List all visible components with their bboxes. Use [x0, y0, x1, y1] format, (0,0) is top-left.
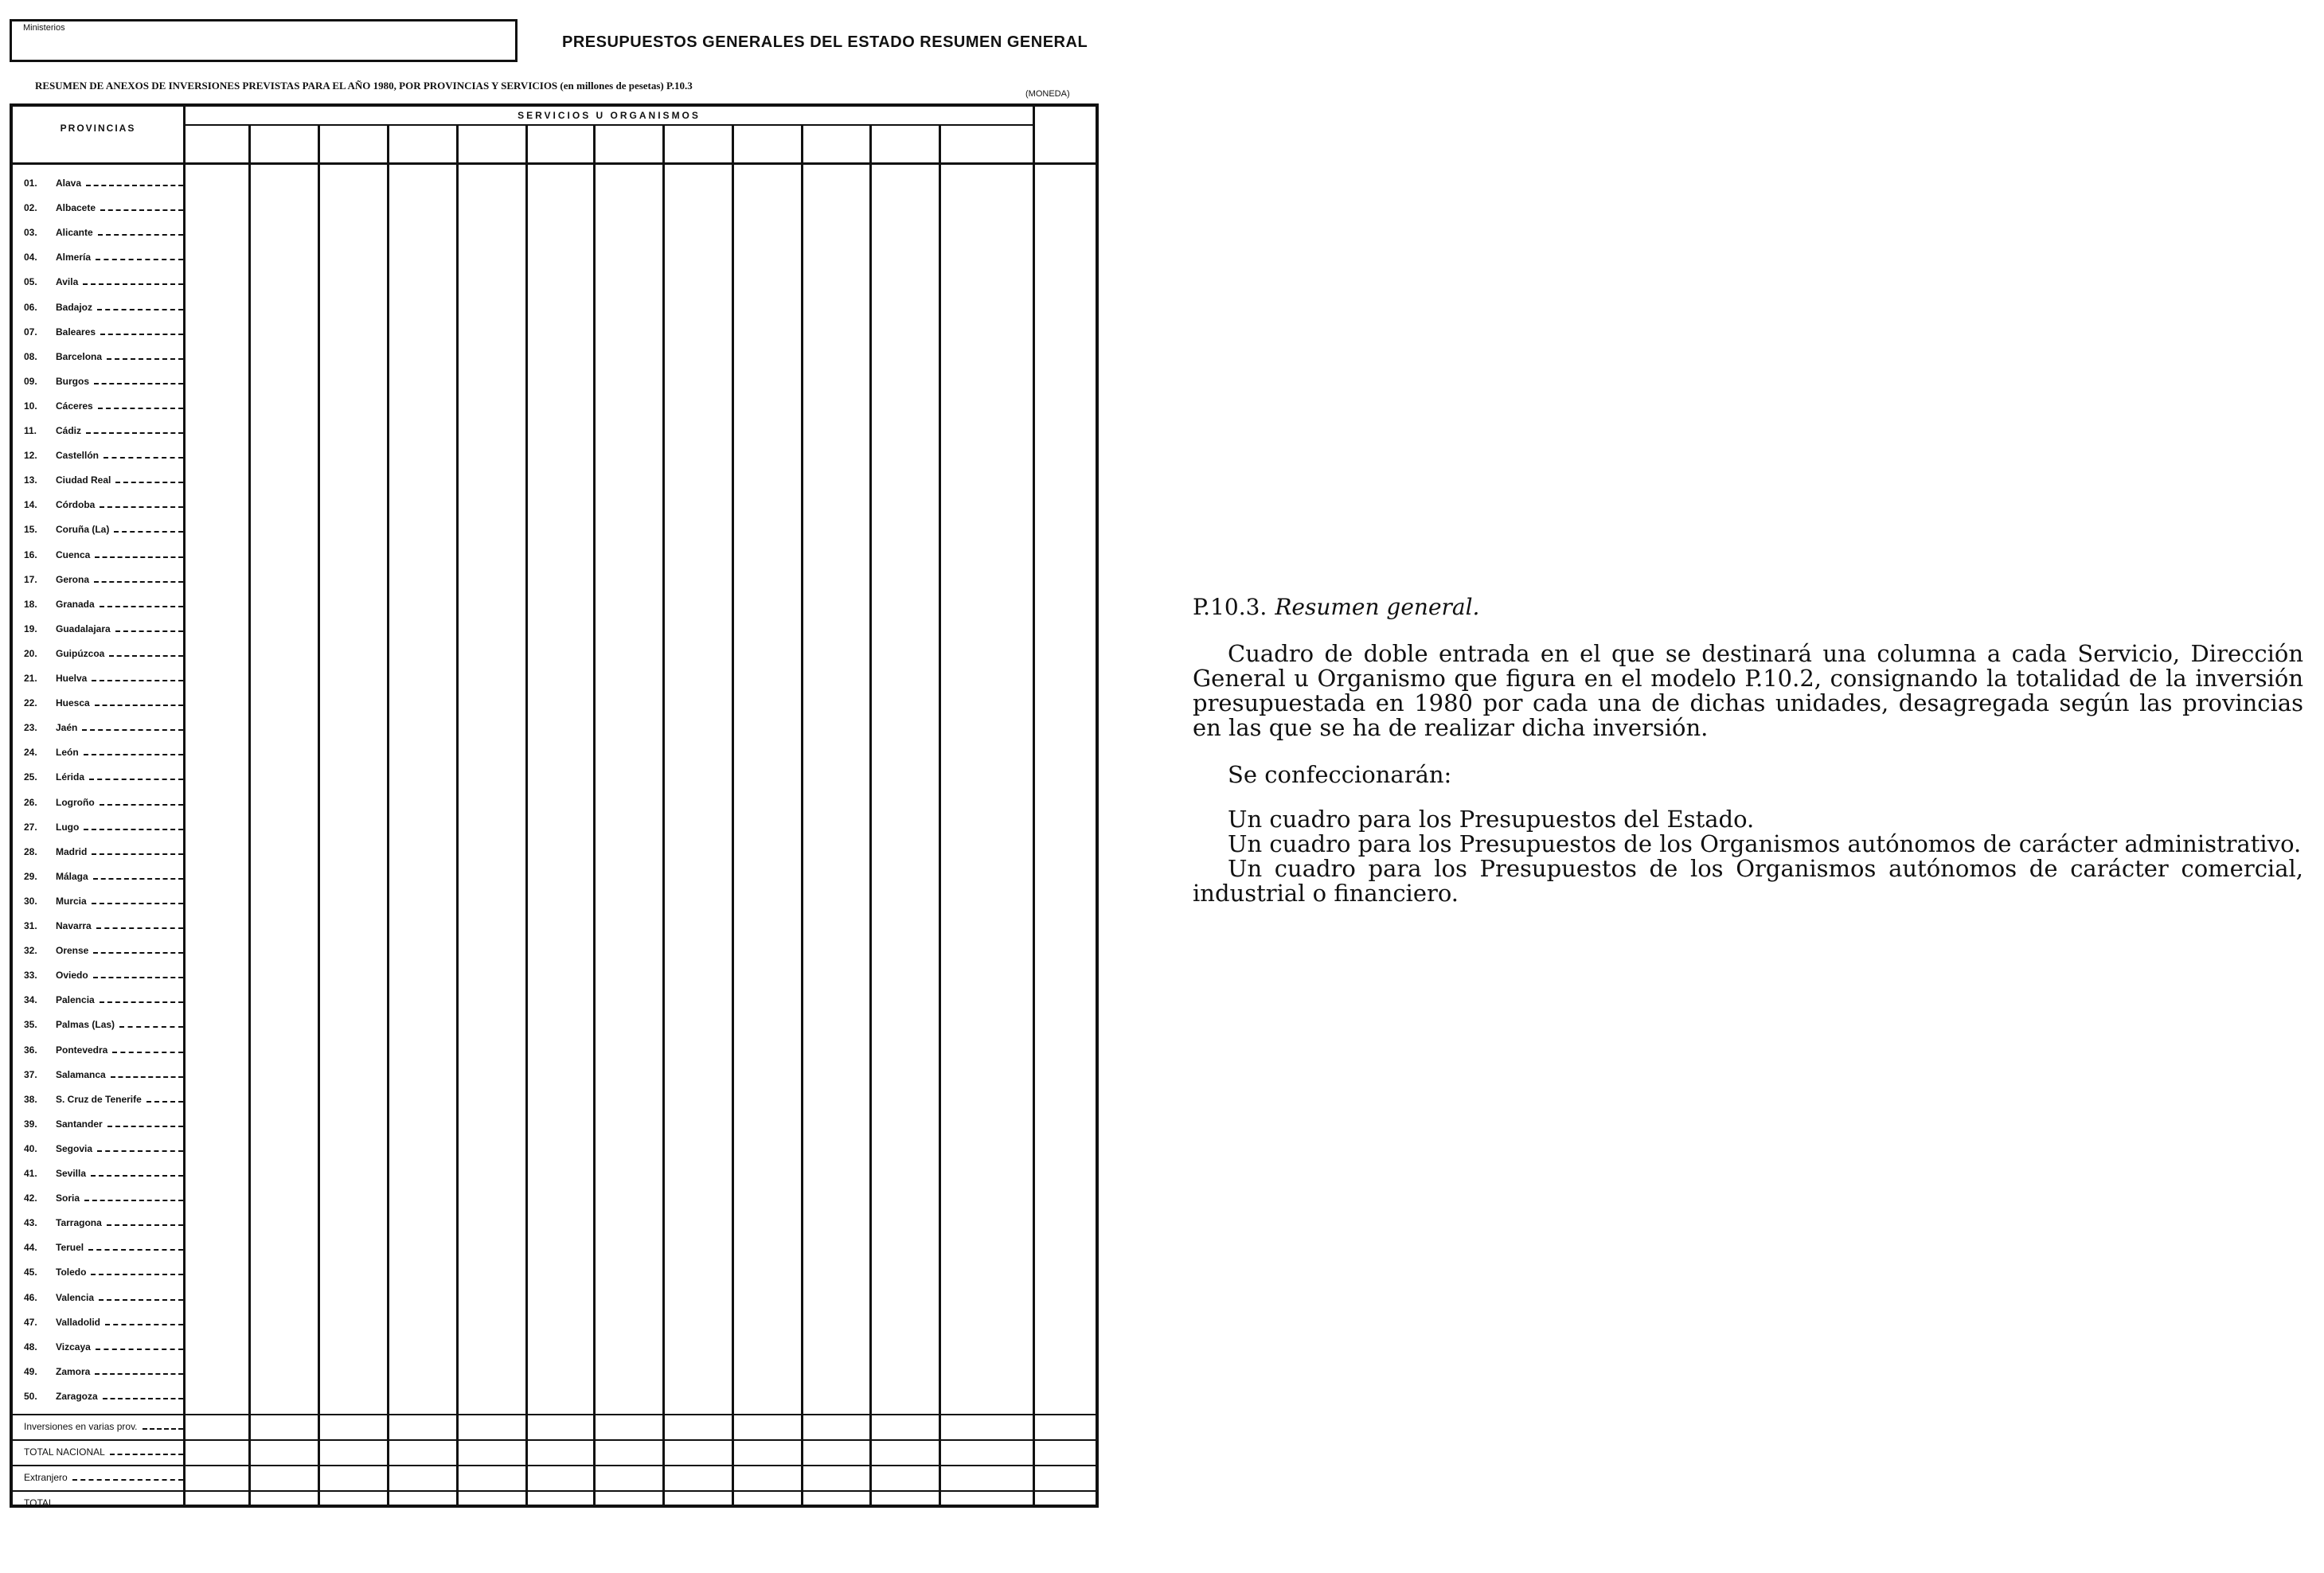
province-code: 48. [24, 1341, 37, 1352]
province-row [24, 1264, 183, 1280]
province-code: 41. [24, 1168, 37, 1179]
province-name: Coruña (La) [56, 524, 110, 536]
leader-dots [86, 185, 183, 186]
province-name: Logroño [56, 796, 95, 808]
province-name: Alicante [56, 227, 93, 239]
province-name: Albacete [56, 202, 96, 214]
province-code: 04. [24, 252, 37, 263]
leader-dots [93, 952, 183, 954]
province-name: Castellón [56, 450, 100, 462]
province-row [24, 918, 183, 934]
province-row [24, 621, 183, 637]
form-subtitle: RESUMEN DE ANEXOS DE INVERSIONES PREVISTAS PARA EL AÑO 1980, POR PROVINCIAS Y SERVICIOS (en millones de pesetas) P.10.3 [35, 80, 693, 92]
service-column-divider [318, 124, 320, 1505]
right-column-divider [1033, 107, 1035, 1505]
province-row [24, 1017, 183, 1032]
service-column-divider [593, 124, 596, 1505]
province-row [24, 472, 183, 488]
instructions-intro [1193, 763, 2303, 787]
service-column-divider [387, 124, 389, 1505]
province-row [24, 398, 183, 414]
leader-dots [92, 903, 183, 904]
leader-dots [96, 927, 183, 929]
province-name: Avila [56, 276, 79, 288]
service-column-divider [456, 124, 459, 1505]
province-row [24, 844, 183, 860]
province-name: Toledo [56, 1267, 87, 1278]
instructions-list [1193, 807, 2303, 906]
leader-dots [107, 1224, 183, 1226]
leader-dots [100, 334, 183, 335]
list-item-1: Un cuadro para los Presupuestos del Estado. [1228, 806, 1755, 833]
province-name: Zamora [56, 1365, 91, 1377]
servicios-header: SERVICIOS U ORGANISMOS [186, 107, 1033, 126]
province-row [24, 1116, 183, 1132]
province-name: Guadalajara [56, 623, 111, 634]
provinces-investment-table [10, 103, 1099, 1508]
province-name: Murcia [56, 895, 87, 907]
province-name: Teruel [56, 1242, 84, 1254]
province-name: Soria [56, 1192, 80, 1204]
provinces-column-divider [183, 107, 186, 1505]
province-name: Ciudad Real [56, 474, 111, 486]
province-row [24, 572, 183, 587]
province-row [24, 744, 183, 760]
province-name: Huesca [56, 697, 90, 709]
province-row [24, 224, 183, 240]
leader-dots [96, 1349, 183, 1350]
province-code: 36. [24, 1044, 37, 1056]
province-row [24, 175, 183, 191]
leader-dots [112, 1052, 183, 1053]
section-title: Resumen general. [1275, 594, 1480, 620]
list-item-2: Un cuadro para los Presupuestos de los Organismos autónomos de carácter administrativo. [1228, 830, 2302, 857]
paragraph-2: Se confeccionarán: [1228, 761, 1452, 788]
province-name: Lérida [56, 771, 85, 783]
province-row [24, 1239, 183, 1255]
service-column-divider [662, 124, 665, 1505]
province-row [24, 1190, 183, 1206]
province-code: 23. [24, 722, 37, 734]
province-name: Barcelona [56, 350, 103, 362]
footer-row-label: Extranjero [24, 1472, 68, 1483]
province-row [24, 521, 183, 537]
province-code: 39. [24, 1118, 37, 1130]
leader-dots [143, 1428, 183, 1430]
province-code: 38. [24, 1093, 37, 1105]
province-code: 13. [24, 474, 37, 486]
province-row [24, 1091, 183, 1107]
leader-dots [114, 531, 183, 533]
ministry-box [10, 19, 518, 62]
service-column-divider [732, 124, 734, 1505]
province-row [24, 324, 183, 340]
leader-dots [95, 1373, 183, 1375]
province-code: 27. [24, 821, 37, 833]
province-row [24, 497, 183, 513]
province-code: 40. [24, 1142, 37, 1154]
province-name: Santander [56, 1118, 103, 1130]
province-row [24, 1388, 183, 1404]
province-name: Burgos [56, 375, 89, 387]
service-column-divider [801, 124, 803, 1505]
leader-dots [96, 259, 183, 260]
province-name: Córdoba [56, 499, 96, 511]
leader-dots [105, 1324, 183, 1325]
province-code: 29. [24, 870, 37, 882]
province-row [24, 1141, 183, 1157]
province-code: 02. [24, 202, 37, 214]
moneda-label: (MONEDA) [1025, 89, 1070, 99]
province-name: Huelva [56, 673, 88, 684]
footer-row-label: Inversiones en varias prov. [24, 1421, 138, 1432]
province-code: 43. [24, 1217, 37, 1229]
leader-dots [103, 1398, 183, 1399]
leader-dots [84, 754, 183, 755]
province-row [24, 249, 183, 265]
province-row [24, 1339, 183, 1355]
province-code: 45. [24, 1267, 37, 1278]
footer-row-label: TOTAL NACIONAL [24, 1446, 105, 1458]
leader-dots [86, 432, 183, 434]
province-name: Palencia [56, 994, 95, 1006]
province-code: 34. [24, 994, 37, 1006]
province-row [24, 819, 183, 835]
province-row [24, 299, 183, 315]
province-name: Gerona [56, 573, 90, 585]
province-row [24, 1290, 183, 1306]
leader-dots [92, 680, 183, 681]
leader-dots [88, 1249, 183, 1251]
leader-dots [94, 581, 183, 583]
leader-dots [94, 383, 183, 384]
leader-dots [100, 506, 183, 508]
footer-row [24, 1419, 183, 1434]
province-name: Cádiz [56, 425, 82, 436]
province-code: 37. [24, 1068, 37, 1080]
province-row [24, 769, 183, 785]
leader-dots [100, 209, 183, 211]
leader-dots [95, 705, 183, 706]
province-name: Orense [56, 945, 89, 957]
province-code: 07. [24, 326, 37, 338]
province-code: 46. [24, 1291, 37, 1303]
province-row [24, 992, 183, 1008]
province-name: S. Cruz de Tenerife [56, 1093, 142, 1105]
province-code: 09. [24, 375, 37, 387]
leader-dots [107, 358, 183, 360]
province-row [24, 1067, 183, 1083]
province-code: 03. [24, 227, 37, 239]
province-code: 33. [24, 970, 37, 982]
footer-row [24, 1495, 183, 1511]
province-name: Salamanca [56, 1068, 106, 1080]
footer-rule [13, 1414, 1096, 1415]
province-code: 15. [24, 524, 37, 536]
province-name: Oviedo [56, 970, 88, 982]
province-name: Alava [56, 178, 82, 189]
province-row [24, 349, 183, 365]
province-code: 20. [24, 647, 37, 659]
leader-dots [91, 1175, 183, 1177]
footer-row [24, 1444, 183, 1460]
province-name: Cuenca [56, 548, 91, 560]
province-code: 31. [24, 920, 37, 931]
province-code: 05. [24, 276, 37, 288]
province-name: Guipúzcoa [56, 647, 105, 659]
province-row [24, 695, 183, 711]
leader-dots [107, 1126, 183, 1127]
ministry-label: Ministerios [23, 23, 65, 33]
province-code: 18. [24, 598, 37, 610]
province-row [24, 274, 183, 290]
province-row [24, 1165, 183, 1181]
province-code: 12. [24, 450, 37, 462]
province-name: Almería [56, 252, 92, 263]
province-name: Tarragona [56, 1217, 102, 1229]
description-paragraph [1193, 642, 2303, 740]
province-name: Palmas (Las) [56, 1019, 115, 1031]
paragraph-1: Cuadro de doble entrada en el que se destinará una columna a cada Servicio, Dirección General u Organismo que figura en el modelo P.10.2, consignando la totalidad de la inversión presupuestada en 1980 por cada una de dichas unidades, desagregada según las provincias en las que se ha de realizar dicha inversión. [1193, 640, 2303, 741]
province-name: Zaragoza [56, 1390, 98, 1402]
province-name: Sevilla [56, 1168, 87, 1179]
province-row [24, 868, 183, 884]
province-name: Jaén [56, 722, 78, 734]
footer-row [24, 1470, 183, 1485]
province-name: Cáceres [56, 400, 93, 412]
province-row [24, 1364, 183, 1380]
leader-dots [99, 1299, 183, 1301]
leader-dots [110, 1454, 183, 1455]
province-row [24, 720, 183, 736]
province-code: 30. [24, 895, 37, 907]
leader-dots [93, 977, 183, 978]
province-code: 47. [24, 1316, 37, 1328]
leader-dots [83, 283, 183, 285]
leader-dots [119, 1026, 183, 1028]
leader-dots [59, 1505, 183, 1506]
province-row [24, 200, 183, 216]
leader-dots [97, 1150, 183, 1152]
leader-dots [84, 829, 183, 830]
service-column-divider [939, 124, 941, 1505]
leader-dots [111, 1076, 183, 1078]
leader-dots [98, 408, 183, 409]
leader-dots [91, 1274, 183, 1275]
province-code: 14. [24, 499, 37, 511]
province-name: Lugo [56, 821, 80, 833]
province-code: 49. [24, 1365, 37, 1377]
leader-dots [100, 804, 183, 806]
province-name: Málaga [56, 870, 88, 882]
province-code: 24. [24, 747, 37, 759]
leader-dots [100, 606, 183, 607]
province-code: 11. [24, 425, 37, 436]
province-code: 26. [24, 796, 37, 808]
province-row [24, 1042, 183, 1058]
province-row [24, 373, 183, 389]
footer-row-label: TOTAL [24, 1497, 54, 1509]
province-name: Valladolid [56, 1316, 101, 1328]
province-row [24, 893, 183, 909]
province-name: León [56, 747, 79, 759]
province-code: 06. [24, 301, 37, 313]
province-name: Vizcaya [56, 1341, 91, 1352]
leader-dots [84, 1200, 183, 1201]
section-heading [1193, 594, 1479, 620]
province-name: Pontevedra [56, 1044, 108, 1056]
provincias-header: PROVINCIAS [60, 123, 136, 134]
leader-dots [115, 630, 183, 632]
leader-dots [115, 482, 183, 483]
province-name: Badajoz [56, 301, 93, 313]
service-column-divider [248, 124, 251, 1505]
leader-dots [92, 853, 183, 855]
province-name: Segovia [56, 1142, 93, 1154]
province-code: 16. [24, 548, 37, 560]
leader-dots [98, 234, 183, 236]
province-row [24, 670, 183, 686]
province-name: Navarra [56, 920, 92, 931]
province-row [24, 423, 183, 439]
province-name: Valencia [56, 1291, 95, 1303]
leader-dots [109, 655, 183, 657]
service-column-divider [869, 124, 872, 1505]
list-item-3: Un cuadro para los Presupuestos de los Organismos autónomos de carácter comercial, industrial o financiero. [1193, 855, 2303, 907]
province-code: 19. [24, 623, 37, 634]
leader-dots [82, 729, 183, 731]
footer-rule [13, 1439, 1096, 1441]
province-code: 01. [24, 178, 37, 189]
province-name: Baleares [56, 326, 96, 338]
leader-dots [89, 779, 183, 780]
province-code: 21. [24, 673, 37, 684]
province-row [24, 794, 183, 810]
footer-rule [13, 1490, 1096, 1492]
province-code: 42. [24, 1192, 37, 1204]
province-row [24, 596, 183, 612]
province-code: 25. [24, 771, 37, 783]
province-row [24, 1314, 183, 1330]
province-code: 44. [24, 1242, 37, 1254]
province-row [24, 447, 183, 463]
leader-dots [104, 457, 183, 459]
leader-dots [72, 1479, 183, 1481]
footer-rule [13, 1465, 1096, 1466]
leader-dots [97, 309, 183, 310]
province-row [24, 1215, 183, 1231]
province-row [24, 646, 183, 662]
leader-dots [95, 556, 183, 558]
province-row [24, 943, 183, 958]
province-code: 50. [24, 1390, 37, 1402]
leader-dots [93, 878, 183, 880]
province-code: 17. [24, 573, 37, 585]
province-code: 35. [24, 1019, 37, 1031]
province-row [24, 547, 183, 563]
leader-dots [100, 1001, 183, 1003]
service-column-divider [525, 124, 528, 1505]
province-name: Madrid [56, 845, 88, 857]
province-row [24, 967, 183, 983]
province-code: 10. [24, 400, 37, 412]
province-code: 28. [24, 845, 37, 857]
form-title: PRESUPUESTOS GENERALES DEL ESTADO RESUMEN GENERAL [562, 33, 1088, 51]
leader-dots [146, 1101, 183, 1103]
province-code: 22. [24, 697, 37, 709]
section-number: P.10.3. [1193, 594, 1267, 620]
province-code: 32. [24, 945, 37, 957]
province-name: Granada [56, 598, 95, 610]
province-code: 08. [24, 350, 37, 362]
header-rule [13, 162, 1096, 165]
